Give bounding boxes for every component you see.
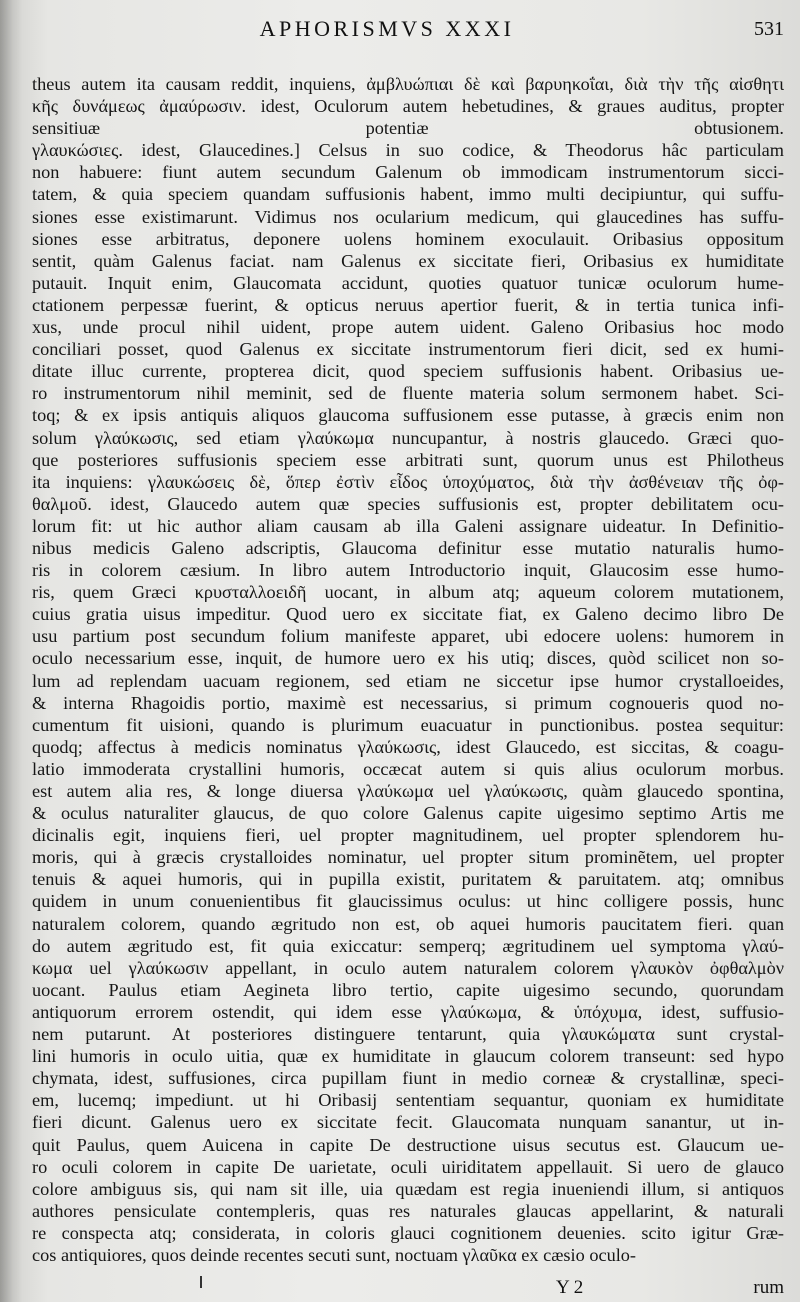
page-header: [0, 16, 800, 46]
text-line: κῆς δυνάμεως ἀμαύρωσιν. idest, Oculorum autem hebetudines, & graues auditus, propter: [32, 96, 784, 117]
text-line: authores pensiculate contempleris, quas res naturales glaucas appellarint, & naturali: [32, 1200, 784, 1221]
text-line: re conspecta atq; considerata, in coloris glauci cognitionem deuenies. scito igitur Græ-: [32, 1222, 784, 1243]
text-line: & oculus naturaliter glaucus, de quo colore Galenus capite uigesimo septimo Artis me: [32, 803, 784, 824]
running-head: APHORISMVS XXXI: [259, 16, 515, 41]
text-line: quidem in unum conuenientibus fit glaucissimus oculus: ut hinc colligere possis, hunc: [32, 891, 784, 912]
text-line: fieri dicunt. Galenus uero ex siccitate fecit. Glaucomata nunquam sanantur, ut in-: [32, 1112, 784, 1133]
text-line: cumentum fit uisioni, quando is plurimum euacuatur in punctionibus. postea sequitur:: [32, 714, 784, 735]
text-line: ditate illuc currente, propterea dicit, quod speciem suffusionis habent. Oribasius ue-: [32, 361, 784, 382]
text-line: naturalem colorem, quando ægritudo non est, ob aquei humoris paucitatem fieri. quan: [32, 913, 784, 934]
text-block: [32, 73, 784, 1266]
text-line: uocant. Paulus etiam Aegineta libro tertio, capite uigesimo secundo, quorundam: [32, 979, 784, 1000]
text-line: usu partium post secundum folium manifeste apparet, ubi edocere uolens: humorem in: [32, 626, 784, 647]
text-line: oculo necessarium esse, inquit, de humore uero ex his utiq; disces, quòd scilicet non so-: [32, 648, 784, 669]
text-line: ris in colorem cæsium. In libro autem Introductorio inquit, Glaucosim esse humo-: [32, 560, 784, 581]
folio-number: 531: [754, 18, 784, 40]
text-line: xus, unde procul nihil uident, prope autem uident. Galeno Oribasius hoc modo: [32, 317, 784, 338]
text-line: dicinalis egit, inquiens fieri, uel propter magnitudinem, uel propter splendorem hu-: [32, 825, 784, 846]
text-line: κωμα uel γλαύκωσιν appellant, in oculo autem naturalem colorem γλαυκὸν ὀφθαλμὸν: [32, 957, 784, 978]
catchword: rum: [753, 1277, 784, 1298]
text-line: latio immoderata crystallini humoris, occæcat autem si quis alius oculorum morbus.: [32, 758, 784, 779]
text-line: lini humoris in oculo uitia, quæ ex humiditate in glaucum colorem transeunt: sed hypo: [32, 1046, 784, 1067]
text-line: tatem, & quia speciem quandam suffusionis habent, immo multi decipiuntur, qui suffu-: [32, 184, 784, 205]
page-footer: [0, 1277, 800, 1301]
text-line: cos antiquiores, quos deinde recentes secuti sunt, noctuam γλαῦκα ex cæsio oculo-: [32, 1244, 637, 1265]
text-line: γλαυκώσιες. idest, Glaucedines.] Celsus in suo codice, & Theodorus hâc particulam: [32, 140, 784, 161]
text-line: solum γλαύκωσις, sed etiam γλαύκωμα nuncupantur, à nostris glaucedo. Græci quo-: [32, 427, 784, 448]
text-line: do autem ægritudo est, fit quia exiccatur: semperq; ægritudinem uel symptoma γλαύ-: [32, 935, 784, 956]
text-line: conciliari posset, quod Galenus ex siccitate instrumentorum fieri dicit, sed ex humi-: [32, 339, 784, 360]
text-line: θαλμοῦ. idest, Glaucedo autem quæ species suffusionis est, propter debilitatem ocu-: [32, 493, 784, 514]
text-line: quit Paulus, quem Auicena in capite De destructione uisus secutus est. Glaucum ue-: [32, 1134, 784, 1155]
text-line: putauit. Inquit enim, Glaucomata accidunt, quoties quatuor tunicæ oculorum hume-: [32, 272, 784, 293]
text-line: em, lucemq; impediunt. ut hi Oribasij sententiam sequantur, quoniam ex humiditate: [32, 1090, 784, 1111]
text-line: sensitiuæ potentiæ obtusionem.: [32, 118, 784, 139]
text-line: ro oculi colorem in capite De uarietate, oculi uiriditatem appellauit. Si uero de glauco: [32, 1156, 784, 1177]
text-line: cuius gratia uisus impeditur. Quod uero ex siccitate fiat, ex Galeno decimo libro De: [32, 604, 784, 625]
text-line: & interna Rhagoidis portio, maximè est necessarius, si primum cognoueris quod no-: [32, 692, 784, 713]
text-line: lum ad replendam uacuam regionem, sed etiam ne siccetur ipse humor crystalloeides,: [32, 670, 784, 691]
text-line: theus autem ita causam reddit, inquiens, ἀμβλυώπιαι δὲ καὶ βαρυηκοΐαι, διὰ τὴν τῆς αἰσθητι: [32, 74, 784, 94]
text-line: quodq; affectus à medicis nominatus γλαύκωσις, idest Glaucedo, est siccitas, & coagu-: [32, 736, 784, 757]
text-line: siones esse existimarunt. Vidimus nos ocularium medicum, qui glaucedines has suffu-: [32, 206, 784, 227]
text-line: antiquorum errorem ostendit, qui idem esse γλαύκωμα, & ὑπόχυμα, idest, suffusio-: [32, 1001, 784, 1022]
text-line: lorum fit: ut hic author aliam causam ab illa Galeni assignare uideatur. In Definitio-: [32, 515, 784, 536]
text-line: ro instrumentorum nihil meminit, sed de fluente materia solum sermonem habet. Sci-: [32, 383, 784, 404]
gutter-shadow: [0, 0, 22, 1302]
signature-mark: Y 2: [556, 1277, 584, 1298]
text-line: sentit, quàm Galenus faciat. nam Galenus ex siccitate fieri, Oribasius ex humiditate: [32, 250, 784, 271]
text-line: colore ambiguus sis, qui nam sit ille, uia quædam est regia inueniendi illum, si antiquos: [32, 1178, 784, 1199]
text-line: ita inquiens: γλαυκώσεις δὲ, ὅπερ ἐστὶν εἶδος ὑποχύματος, διὰ τὴν ἀσθένειαν τῆς ὀφ-: [32, 471, 784, 492]
text-line: ris, quem Græci κρυσταλλοειδῆ uocant, in album atq; aqueum colorem mutationem,: [32, 582, 784, 603]
text-line: est autem alia res, & longe diuersa γλαύκωμα uel γλαύκωσις, quàm glaucedo spontina,: [32, 781, 784, 801]
text-line: nibus medicis Galeno adscriptis, Glaucoma definitur esse mutatio naturalis humo-: [32, 537, 784, 558]
text-line: moris, qui à græcis crystalloides nominatur, uel propter situm prominẽtem, uel propter: [32, 847, 784, 868]
text-line: non habuere: fiunt autem secundum Galenum ob immodicam instrumentorum sicci-: [32, 162, 784, 183]
text-line: siones esse arbitratus, deponere uolens hominem exoculauit. Oribasius oppositum: [32, 228, 784, 249]
text-line: tenuis & aquei humoris, qui in pupilla existit, puritatem & paruitatem. atq; omnibus: [32, 869, 784, 890]
text-line: toq; & ex ipsis antiquis aliquos glaucoma suffusionem esse putasse, à græcis enim non: [32, 405, 784, 426]
text-line: nem putarunt. At posteriores distinguere tentarunt, quia γλαυκώματα sunt crystal-: [32, 1024, 784, 1045]
text-line: que posteriores suffusionis speciem esse arbitrati sunt, quorum unus est Philotheus: [32, 449, 784, 470]
text-line: ctationem perpessæ fuerint, & opticus neruus apertior fuerit, & in tertia tunica infi-: [32, 294, 784, 315]
text-line: chymata, idest, suffusiones, circa pupillam fiunt in medio corneæ & crystallinæ, speci-: [32, 1068, 784, 1089]
